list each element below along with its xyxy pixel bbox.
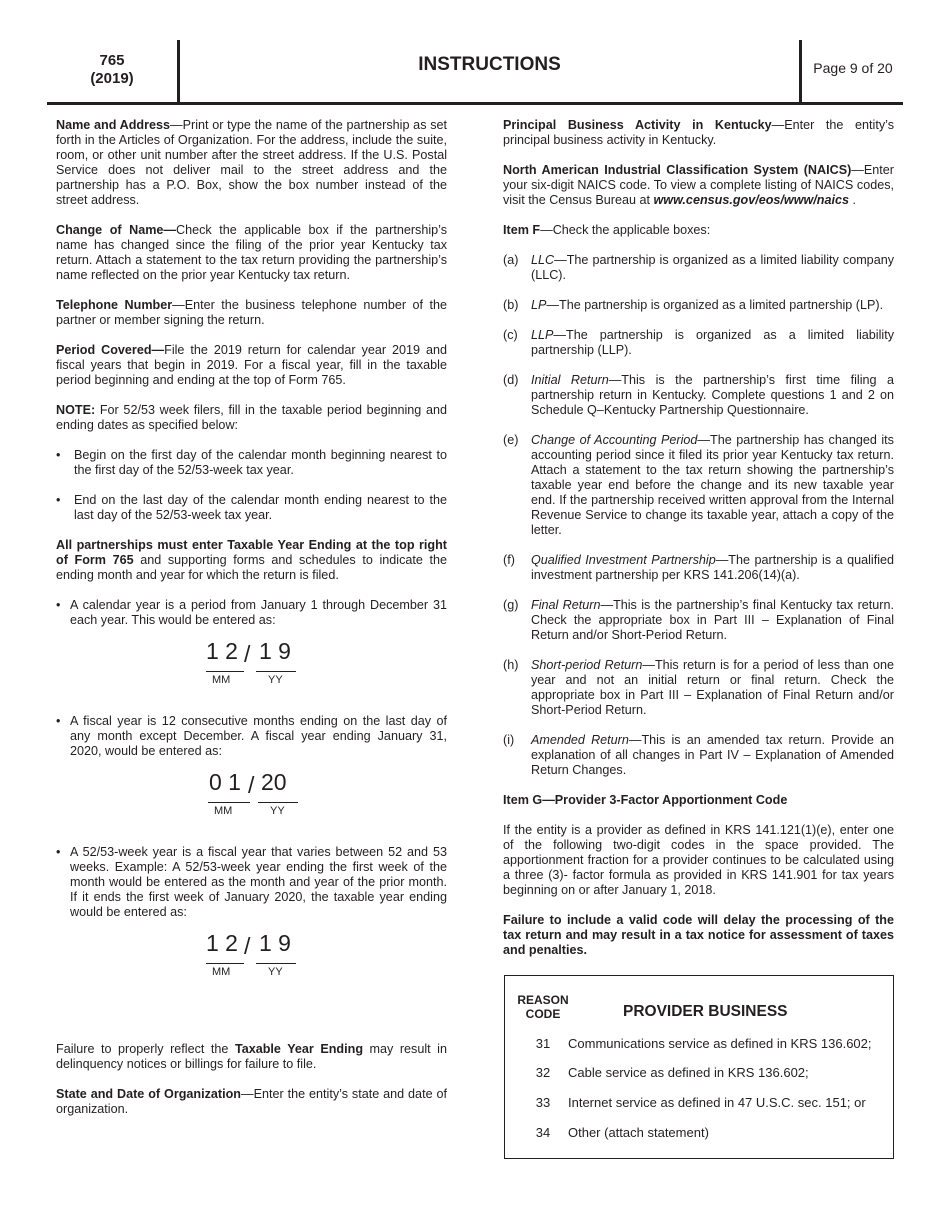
- name-address-section: Name and Address—Print or type the name of the partnership as set forth in the Articles of Organization. For the address, include the suite, room, or other unit number after the street address. If the U.S. Postal Service does not deliver mail to the street address and the partnership has a P.O. Box, show the box number instead of the street address.: [56, 118, 447, 207]
- note-section: NOTE: For 52/53 week filers, fill in the taxable period beginning and ending dates as specified below:: [56, 403, 447, 432]
- item-f-option: (f) Qualified Investment Partnership—The partnership is a qualified investment partnership per KRS 141.206(14)(a).: [503, 553, 895, 582]
- bullet-item: • End on the last day of the calendar month ending nearest to the last day of the 52/53-week tax year.: [56, 493, 447, 522]
- provider-code-table: REASON CODE PROVIDER BUSINESS 31 Communications service as defined in KRS 136.602; 32 Cable service as defined in KRS 136.602; 33 Internet service as defined in 47 U.S.C. sec. 151; or 34 Other (attach statement): [504, 975, 894, 1159]
- date-example: 1 2 / 1 9 MM YY: [56, 936, 447, 994]
- bullet-icon: •: [56, 448, 61, 462]
- page-title: INSTRUCTIONS: [418, 54, 561, 75]
- period-covered-section: Period Covered—File the 2019 return for calendar year 2019 and fiscal years that begin in 2019. For a fiscal year, fill in the taxable period beginning and ending at the top of Form 765.: [56, 343, 447, 387]
- bullet-item: • A fiscal year is 12 consecutive months ending on the last day of any month except December. A fiscal year ending January 31, 2020, would be entered as:: [56, 714, 447, 758]
- item-f-option: (c) LLP—The partnership is organized as a limited liability partnership (LLP).: [503, 328, 894, 357]
- all-partnerships-section: All partnerships must enter Taxable Year Ending at the top right of Form 765 and supporting forms and schedules to indicate the ending month and year for which the return is filed.: [56, 538, 447, 582]
- bullet-item: • Begin on the first day of the calendar month beginning nearest to the first day of the 52/53-week tax year.: [56, 448, 447, 477]
- item-f-option: (e) Change of Accounting Period—The partnership has changed its accounting period since it filed its prior year Kentucky tax return. Attach a statement to the tax return showing the partnership’s taxable year end before the change and its new taxable year end. If the partnership received written approval from the Internal Revenue Service to change its taxable year, attach a copy of the letter.: [503, 433, 894, 537]
- date-example: 0 1 / 20 MM YY: [56, 775, 447, 833]
- header-divider: [799, 40, 802, 102]
- naics-section: North American Industrial Classification System (NAICS)—Enter your six-digit NAICS code. To view a complete listing of NAICS codes, visit the Census Bureau at www.census.gov/eos/www/naics .: [503, 163, 894, 207]
- date-example: 1 2 / 1 9 MM YY: [56, 644, 447, 702]
- principal-business-section: Principal Business Activity in Kentucky—Enter the entity’s principal business activity in Kentucky.: [503, 118, 895, 147]
- telephone-section: Telephone Number—Enter the business telephone number of the partner or member signing the return.: [56, 298, 448, 327]
- item-f-section: Item F—Check the applicable boxes:: [503, 223, 711, 237]
- provider-business-header: PROVIDER BUSINESS: [623, 1003, 788, 1020]
- bullet-icon: •: [56, 845, 61, 859]
- item-g-section: If the entity is a provider as defined in KRS 141.121(1)(e), enter one of the following two-digit codes in the space provided. The apportionment fraction for a provider continues to be calculated using a three (3)- factor formula as provided in KRS 141.901 for tax years beginning on or after January 1, 2018.: [503, 823, 894, 897]
- warning-section: Failure to include a valid code will delay the processing of the tax return and may result in a tax notice for assessment of taxes and penalties.: [503, 913, 894, 957]
- left-column: [56, 118, 447, 1132]
- state-date-section: State and Date of Organization—Enter the entity’s state and date of organization.: [56, 1087, 447, 1116]
- bullet-item: • A calendar year is a period from January 1 through December 31 each year. This would be entered as:: [56, 598, 447, 627]
- bullet-icon: •: [56, 493, 61, 507]
- failure-section: Failure to properly reflect the Taxable Year Ending may result in delinquency notices or billings for failure to file.: [56, 1042, 447, 1071]
- reason-code-header: REASON CODE: [517, 993, 569, 1021]
- form-number: 765 (2019): [90, 52, 134, 87]
- item-f-option: (b) LP—The partnership is organized as a limited partnership (LP).: [503, 298, 884, 312]
- bullet-icon: •: [56, 598, 61, 612]
- item-f-option: (a) LLC—The partnership is organized as a limited liability company (LLC).: [503, 253, 894, 282]
- naics-link[interactable]: www.census.gov/eos/www/naics: [653, 193, 850, 207]
- item-f-option: (i) Amended Return—This is an amended tax return. Provide an explanation of all changes in Part IV – Explanation of Amended Return Changes.: [503, 733, 894, 777]
- page-number: Page 9 of 20: [813, 60, 893, 76]
- item-g-heading: Item G—Provider 3-Factor Apportionment Code: [503, 793, 788, 807]
- bullet-item: • A 52/53-week year is a fiscal year that varies between 52 and 53 weeks. Example: A 52/53-week year ending the first week of the month would be entered as the month and year of the prior month. If it ends the first week of January 2020, the taxable year ending would be entered as:: [56, 845, 447, 919]
- change-of-name-section: Change of Name—Check the applicable box if the partnership’s name has changed since the filing of the prior year Kentucky tax return. Attach a statement to the tax return providing the partnership’s name reflected on the prior year Kentucky tax return.: [56, 223, 447, 282]
- item-f-option: (g) Final Return—This is the partnership’s final Kentucky tax return. Check the appropriate box in Part III – Explanation of Final Return and/or Short-Period Return.: [503, 598, 894, 642]
- page-header: [47, 40, 903, 105]
- item-f-option: (h) Short-period Return—This return is for a period of less than one year and not an initial return or final return. Check the appropriate box in Part III – Explanation of Final Return and/or Short-Period Return.: [503, 658, 894, 717]
- bullet-icon: •: [56, 714, 61, 728]
- item-f-option: (d) Initial Return—This is the partnership’s first time filing a partnership return in Kentucky. Complete questions 1 and 2 on Schedule Q–Kentucky Partnership Questionnaire.: [503, 373, 894, 417]
- right-column: [503, 118, 894, 973]
